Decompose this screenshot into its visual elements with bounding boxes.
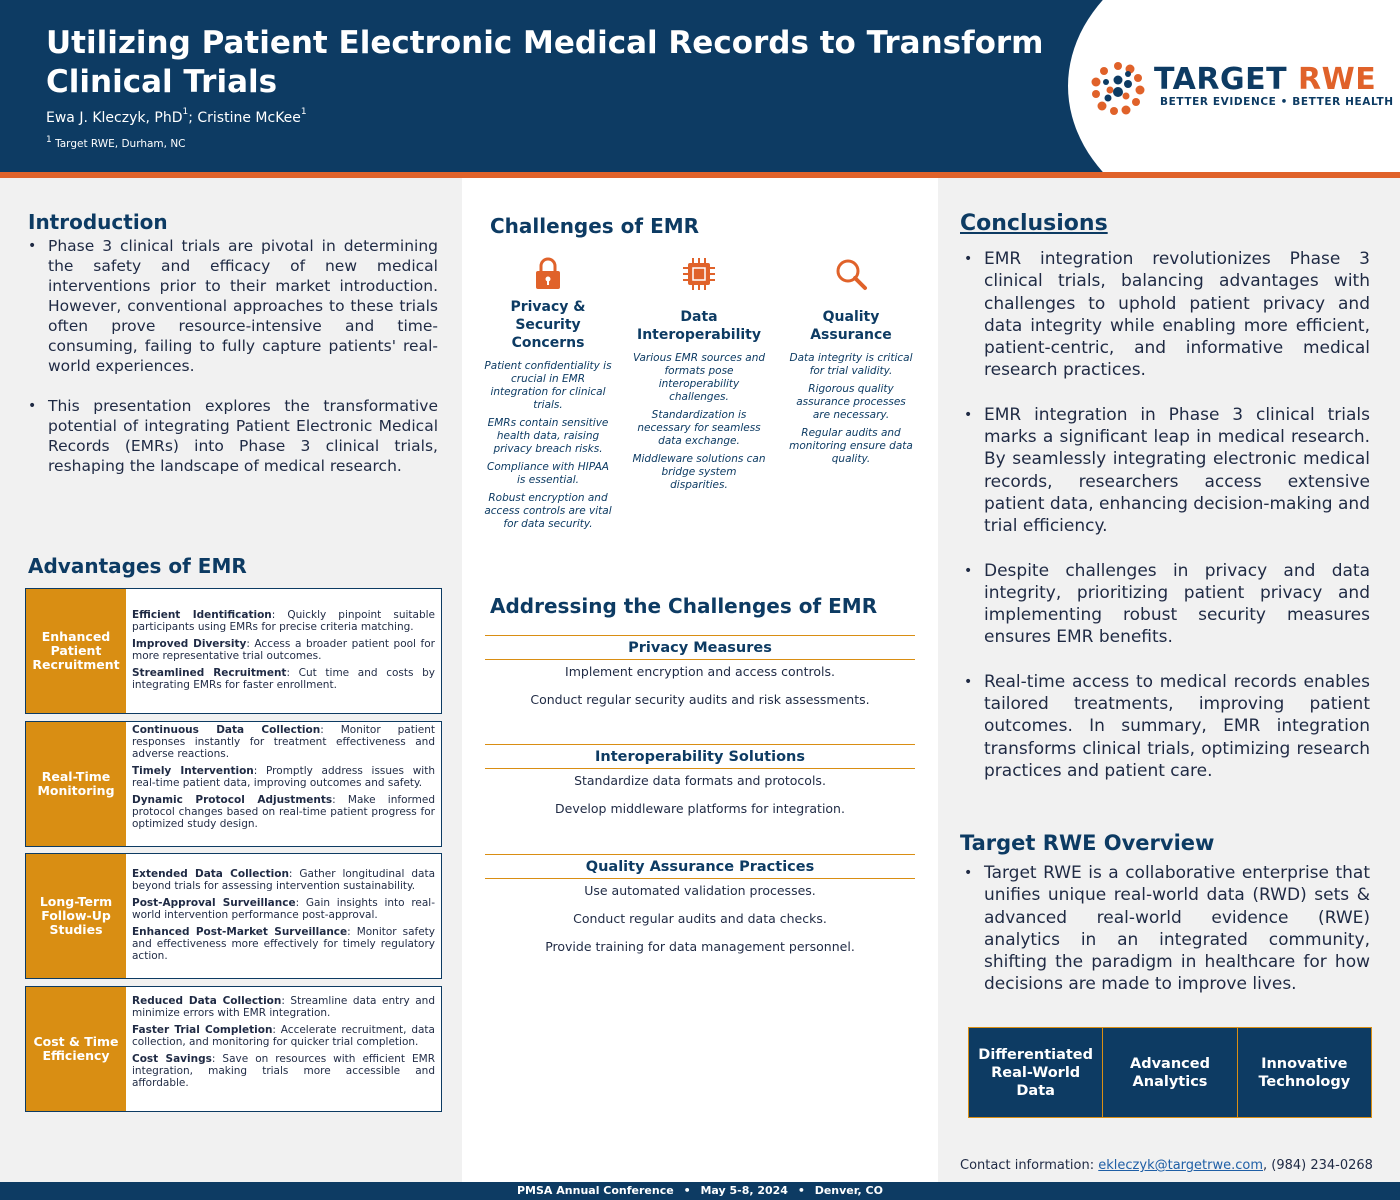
challenge-name: Privacy & Security Concerns	[510, 299, 586, 351]
logo-tagline: BETTER EVIDENCE • BETTER HEALTH	[1160, 96, 1394, 108]
conclusions-heading: Conclusions	[960, 211, 1108, 236]
footer-conference: PMSA Annual Conference	[517, 1184, 674, 1197]
affiliation: $^1$ Target RWE, Durham, NC	[46, 135, 186, 150]
advantage-row-monitoring	[25, 721, 442, 847]
advantage-item: Streamlined Recruitment: Cut time and costs by integrating EMRs for faster enrollment.	[132, 667, 435, 691]
advantage-label: Cost & Time Efficiency	[26, 987, 126, 1111]
logo-wordmark: TARGET RWE	[1154, 62, 1377, 97]
advantage-item: Post-Approval Surveillance: Gain insights into real-world intervention performance post-approval.	[132, 897, 436, 921]
advantage-body	[126, 854, 441, 978]
contact-email-link[interactable]: ekleczyk@targetrwe.com	[1098, 1158, 1263, 1173]
poster-title: Utilizing Patient Electronic Medical Records to Transform Clinical Trials	[46, 25, 1044, 100]
challenges-heading: Challenges of EMR	[490, 214, 700, 238]
advantage-item: Reduced Data Collection: Streamline data entry and minimize errors with EMR integration.	[132, 995, 436, 1019]
addressing-heading: Addressing the Challenges of EMR	[490, 594, 878, 618]
advantage-item: Efficient Identification: Quickly pinpoint suitable participants using EMRs for precise criteria matching.	[132, 609, 436, 633]
contact-info: Contact information: ekleczyk@targetrwe.com, (984) 234-0268	[960, 1158, 1373, 1173]
addressing-items: Use automated validation processes. Conduct regular audits and data checks. Provide training for data management personnel.	[545, 883, 855, 954]
overview-heading: Target RWE Overview	[960, 831, 1215, 855]
advantage-body	[126, 987, 441, 1111]
advantage-item: Cost Savings: Save on resources with efficient EMR integration, making trials more accessible and affordable.	[132, 1053, 435, 1089]
advantage-body	[126, 589, 441, 713]
advantage-item: Improved Diversity: Access a broader patient pool for more representative trial outcomes.	[132, 638, 435, 662]
challenge-name: Data Interoperability	[637, 309, 761, 343]
footer-dates: May 5-8, 2024	[700, 1184, 788, 1197]
challenge-interoperability	[632, 256, 766, 497]
advantage-body	[126, 722, 441, 846]
advantage-row-recruitment	[25, 588, 442, 714]
poster-header	[0, 0, 1400, 172]
list-item: • Target RWE is a collaborative enterprise that unifies unique real-world data (RWD) sets & advanced real-world evidence (RWE) analytics in an integrated community, shifting the paradigm in healthcare for how decisions are made to improve lives.	[984, 862, 1370, 996]
list-item: • This presentation explores the transformative potential of integrating Patient Electronic Medical Records (EMRs) into Phase 3 clinical trials, reshaping the landscape of medical research.	[48, 396, 438, 476]
addressing-privacy	[485, 635, 915, 720]
addressing-head: Interoperability Solutions	[485, 744, 915, 769]
authors: Ewa J. Kleczyk, PhD$^1$; Cristine McKee$^1$	[46, 107, 307, 126]
pillar-cell: Innovative Technology	[1258, 1055, 1351, 1090]
challenge-description: Various EMR sources and formats pose interoperability challenges. Standardization is necessary for seamless data exchange. Middleware solutions can bridge system disparities.	[632, 352, 766, 491]
challenge-quality	[786, 256, 916, 471]
lock-icon	[530, 256, 566, 292]
addressing-quality	[485, 854, 915, 967]
addressing-head: Quality Assurance Practices	[485, 854, 915, 879]
target-rwe-logo-icon	[1090, 60, 1146, 116]
challenge-description: Data integrity is critical for trial validity. Rigorous quality assurance processes are necessary. Regular audits and monitoring ensure data quality.	[789, 352, 913, 465]
poster-footer: PMSA Annual Conference • May 5-8, 2024 • Denver, CO	[0, 1182, 1400, 1200]
advantage-row-efficiency	[25, 986, 442, 1112]
chip-icon	[681, 256, 717, 292]
addressing-interoperability	[485, 744, 915, 829]
challenge-privacy	[483, 256, 613, 536]
middle-column	[462, 178, 938, 1182]
advantage-item: Extended Data Collection: Gather longitudinal data beyond trials for assessing intervention sustainability.	[132, 868, 435, 892]
list-item: • Real-time access to medical records enables tailored treatments, improving patient outcomes. In summary, EMR integration transforms clinical trials, optimizing research practices and patient care.	[984, 671, 1370, 782]
advantage-label: Real-Time Monitoring	[26, 722, 126, 846]
advantage-label: Enhanced Patient Recruitment	[26, 589, 126, 713]
challenge-name: Quality Assurance	[810, 309, 892, 343]
magnifier-icon	[833, 256, 869, 292]
pillar-cell: Advanced Analytics	[1103, 1028, 1237, 1117]
advantages-heading: Advantages of EMR	[28, 554, 247, 578]
footer-location: Denver, CO	[814, 1184, 883, 1197]
advantage-item: Timely Intervention: Promptly address issues with real-time patient data, improving outcomes and safety.	[132, 765, 435, 789]
introduction-heading: Introduction	[28, 210, 168, 234]
list-item: • Despite challenges in privacy and data integrity, prioritizing patient privacy and implementing robust security measures ensures EMR benefits.	[984, 560, 1370, 649]
advantage-item: Continuous Data Collection: Monitor patient responses instantly for treatment effectiveness and adverse reactions.	[132, 724, 435, 760]
pillar-cell: Differentiated Real-World Data	[969, 1028, 1103, 1117]
advantage-item: Dynamic Protocol Adjustments: Make informed protocol changes based on real-time patient progress for optimized study design.	[132, 794, 435, 830]
advantage-item: Faster Trial Completion: Accelerate recruitment, data collection, and monitoring for quicker trial completion.	[132, 1024, 435, 1048]
conclusions-list	[984, 248, 1370, 804]
list-item: • EMR integration in Phase 3 clinical trials marks a significant leap in medical research. By seamlessly integrating electronic medical records, researchers access extensive patient data, enhancing decision-making and trial efficiency.	[984, 404, 1370, 538]
overview-list	[984, 862, 1370, 996]
advantage-row-followup	[25, 853, 442, 979]
addressing-head: Privacy Measures	[485, 635, 915, 660]
addressing-items: Implement encryption and access controls. Conduct regular security audits and risk assessments.	[530, 664, 870, 707]
list-item: • Phase 3 clinical trials are pivotal in determining the safety and efficacy of new medical interventions prior to their market introduction. However, conventional approaches to these trials often prove resource-intensive and time-consuming, failing to fully capture patients' real-world experiences.	[48, 236, 438, 376]
introduction-list	[48, 236, 438, 496]
overview-pillars	[968, 1027, 1372, 1118]
addressing-items: Standardize data formats and protocols. Develop middleware platforms for integration.	[555, 773, 845, 816]
list-item: • EMR integration revolutionizes Phase 3 clinical trials, balancing advantages with challenges to uphold patient privacy and data integrity while enabling more efficient, patient-centric, and informative medical research practices.	[984, 248, 1370, 382]
advantage-item: Enhanced Post-Market Surveillance: Monitor safety and effectiveness more effectively for timely regulatory action.	[132, 926, 435, 962]
advantage-label: Long-Term Follow-Up Studies	[26, 854, 126, 978]
challenge-description: Patient confidentiality is crucial in EMR integration for clinical trials. EMRs contain sensitive health data, raising privacy breach risks. Compliance with HIPAA is essential. Robust encryption and access controls are vital for data security.	[484, 360, 612, 530]
